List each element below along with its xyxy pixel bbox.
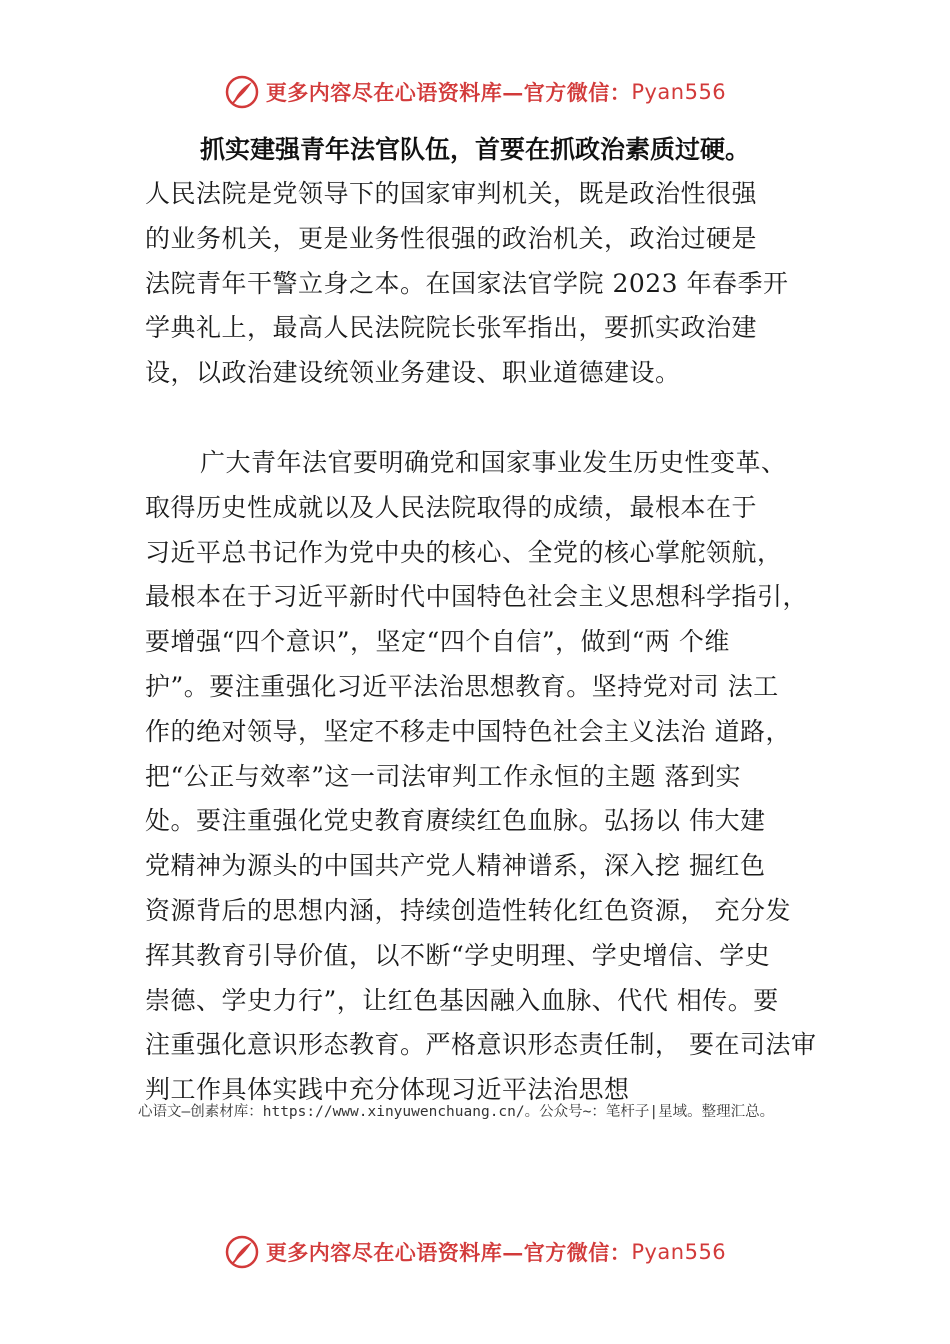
paragraph-line: 处。要注重强化党史教育赓续红色血脉。弘扬以 伟大建 xyxy=(145,806,766,836)
paragraph-line: 护”。要注重强化习近平法治思想教育。坚持党对司 法工 xyxy=(145,671,779,701)
paragraph-line: 广大青年法官要明确党和国家事业发生历史性变革、 xyxy=(200,447,787,477)
paragraph-line: 把“公正与效率”这一司法审判工作永恒的主题 落到实 xyxy=(145,761,742,791)
paragraph-line: 党精神为源头的中国共产党人精神谱系，深入挖 掘红色 xyxy=(145,851,766,881)
banner-wechat-id: Pyan556 xyxy=(631,80,727,104)
header-banner xyxy=(0,72,950,112)
paragraph-line: 崇德、学史力行”，让红色基因融入血脉、代代 相传。要 xyxy=(145,985,779,1015)
paragraph-line: 判工作具体实践中充分体现习近平法治思想 xyxy=(145,1075,630,1105)
paragraph-line: 要增强“四个意识”，坚定“四个自信”，做到“两 个维 xyxy=(145,627,730,657)
paragraph-2 xyxy=(145,441,845,1113)
paragraph-line: 学典礼上，最高人民法院院长张军指出，要抓实政治建 xyxy=(145,313,758,343)
paragraph-line: 法院青年干警立身之本。在国家法官学院 2023 年春季开 xyxy=(145,268,789,298)
paragraph-line: 人民法院是党领导下的国家审判机关，既是政治性很强 xyxy=(145,179,758,208)
paragraph-line: 挥其教育引导价值，以不断“学史明理、学史增信、学史 xyxy=(145,940,771,970)
paragraph-line: 的业务机关，更是业务性很强的政治机关，政治过硬是 xyxy=(145,223,758,253)
paragraph-1 xyxy=(145,172,845,396)
banner-wechat-id: Pyan556 xyxy=(631,1240,727,1264)
footer-banner xyxy=(0,1232,950,1272)
source-note: 心语文—创素材库：https://www.xinyuwenchuang.cn/。公众号~：笔杆子|星域。整理汇总。 xyxy=(138,1104,775,1120)
feather-quill-icon xyxy=(224,74,260,110)
paragraph-line: 注重强化意识形态教育。严格意识形态责任制， 要在司法审 xyxy=(145,1030,817,1060)
banner-text: 更多内容尽在心语资料库—官方微信： xyxy=(265,80,632,105)
paragraph-line: 最根本在于习近平新时代中国特色社会主义思想科学指引， xyxy=(145,582,809,612)
banner-text: 更多内容尽在心语资料库—官方微信： xyxy=(265,1240,632,1265)
paragraph-line: 习近平总书记作为党中央的核心、全党的核心掌舵领航， xyxy=(145,537,783,567)
section-heading: 抓实建强青年法官队伍，首要在抓政治素质过硬。 xyxy=(200,135,751,164)
paragraph-line: 取得历史性成就以及人民法院取得的成绩，最根本在于 xyxy=(145,492,758,522)
feather-quill-icon xyxy=(224,1234,260,1270)
paragraph-line: 作的绝对领导，坚定不移走中国特色社会主义法治 道路， xyxy=(145,716,791,746)
document-body xyxy=(145,128,845,1113)
paragraph-line: 资源背后的思想内涵，持续创造性转化红色资源， 充分发 xyxy=(145,895,791,925)
paragraph-line: 设，以政治建设统领业务建设、职业道德建设。 xyxy=(145,358,681,388)
